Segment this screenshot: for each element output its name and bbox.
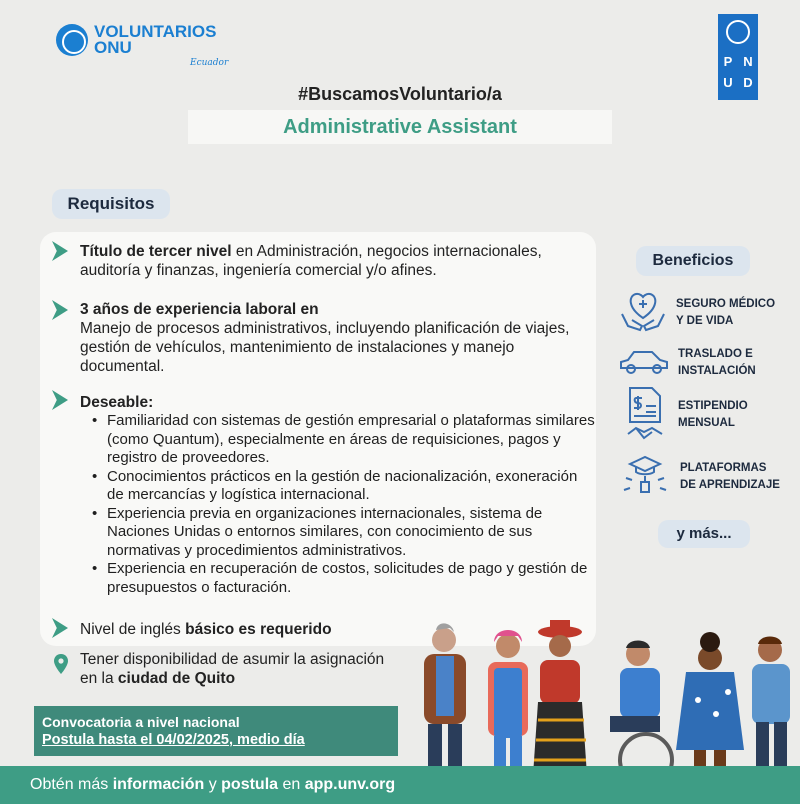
pnud-letter: N (743, 54, 753, 69)
benefit-label-line: PLATAFORMAS (680, 462, 767, 474)
req-item-desirable-label (80, 393, 153, 412)
req-item-degree (80, 242, 592, 280)
pnud-letter: P (723, 54, 733, 69)
more-benefits-pill: y más... (658, 520, 750, 548)
list-item: • Experiencia en recuperación de costos, solicitudes de pago y gestión de presupuestos o facturación. (92, 560, 596, 597)
footer-bar (0, 766, 800, 804)
list-item: • Conocimientos prácticos en la gestión de nacionalización, exoneración de mercancías y logística internacional. (92, 468, 596, 505)
quito-line1: Tener disponibilidad de asumir la asignación (80, 651, 385, 668)
un-emblem-icon (726, 20, 750, 44)
health-insurance-icon (618, 288, 668, 334)
pnud-letter: U (723, 75, 733, 90)
un-emblem-icon (56, 24, 88, 56)
benefit-label (678, 398, 748, 432)
unv-country: Ecuador (190, 58, 229, 68)
graduation-cap-icon (622, 452, 668, 498)
convocatoria-line1: Convocatoria a nivel nacional (42, 714, 240, 730)
english-bold: básico es requerido (185, 621, 332, 638)
req-item-experience (80, 300, 592, 376)
english-text: Nivel de inglés (80, 621, 186, 638)
unv-logo (56, 24, 216, 56)
req-item-quito (80, 650, 420, 688)
req-item-degree-bold: Título de tercer nivel (80, 243, 232, 260)
convocatoria-box (34, 706, 398, 756)
benefit-label (678, 346, 756, 380)
quito-bold: ciudad de Quito (117, 670, 236, 687)
title-bar (188, 110, 612, 144)
page-title: Administrative Assistant (283, 116, 517, 138)
list-item: • Familiaridad con sistemas de gestión empresarial o plataformas similares (como Quantum), especialmente en áreas de requisiciones, pagos y registro de proveedores. (92, 412, 596, 468)
beneficios-pill: Beneficios (636, 246, 750, 276)
benefit-label-line: SEGURO MÉDICO (676, 298, 776, 310)
quito-pre: en la (80, 670, 118, 687)
deadline-link[interactable]: Postula hasta el 04/02/2025, medio día (42, 732, 305, 748)
hashtag: #BuscamosVoluntario/a (298, 84, 502, 104)
requisitos-pill: Requisitos (52, 189, 170, 219)
benefit-label-line: TRASLADO E (678, 348, 753, 360)
req-item-desirable-bold: Deseable: (80, 394, 154, 411)
car-icon (618, 348, 670, 376)
req-item-degree-text: en Administración, negocios internacionales, auditoría y finanzas, ingeniería comercial y/o afines. (80, 243, 542, 279)
location-pin-icon (54, 654, 68, 674)
benefit-label-line: MENSUAL (678, 417, 735, 429)
footer-text: y (204, 776, 222, 793)
benefit-label-line: ESTIPENDIO (678, 400, 748, 412)
unv-logo-text: VOLUNTARIOS ONU (94, 22, 217, 57)
req-item-english (80, 620, 332, 639)
benefit-label (680, 460, 780, 494)
req-item-experience-text: Manejo de procesos administrativos, incluyendo planificación de viajes, gestión de vehículos, mantenimiento de instalaciones y manejo documental. (80, 320, 570, 375)
benefit-label (676, 296, 775, 330)
footer-bold: información (112, 776, 205, 793)
req-item-experience-bold: 3 años de experiencia laboral en (80, 301, 319, 318)
footer-link[interactable]: app.unv.org (304, 776, 396, 793)
benefit-label-line: DE APRENDIZAJE (680, 479, 780, 491)
list-item: • Experiencia previa en organizaciones internacionales, sistema de Naciones Unidas o entornos similares, con conocimiento de sus normativas y procedimientos administrativos. (92, 505, 596, 561)
benefit-label-line: Y DE VIDA (676, 315, 734, 327)
footer-text: en (278, 776, 305, 793)
pnud-letter: D (743, 75, 753, 90)
benefit-label-line: INSTALACIÓN (678, 365, 756, 377)
stipend-document-icon (624, 386, 666, 444)
footer-text: Obtén más (30, 776, 113, 793)
footer-bold: postula (221, 776, 279, 793)
desirable-list (92, 412, 596, 597)
